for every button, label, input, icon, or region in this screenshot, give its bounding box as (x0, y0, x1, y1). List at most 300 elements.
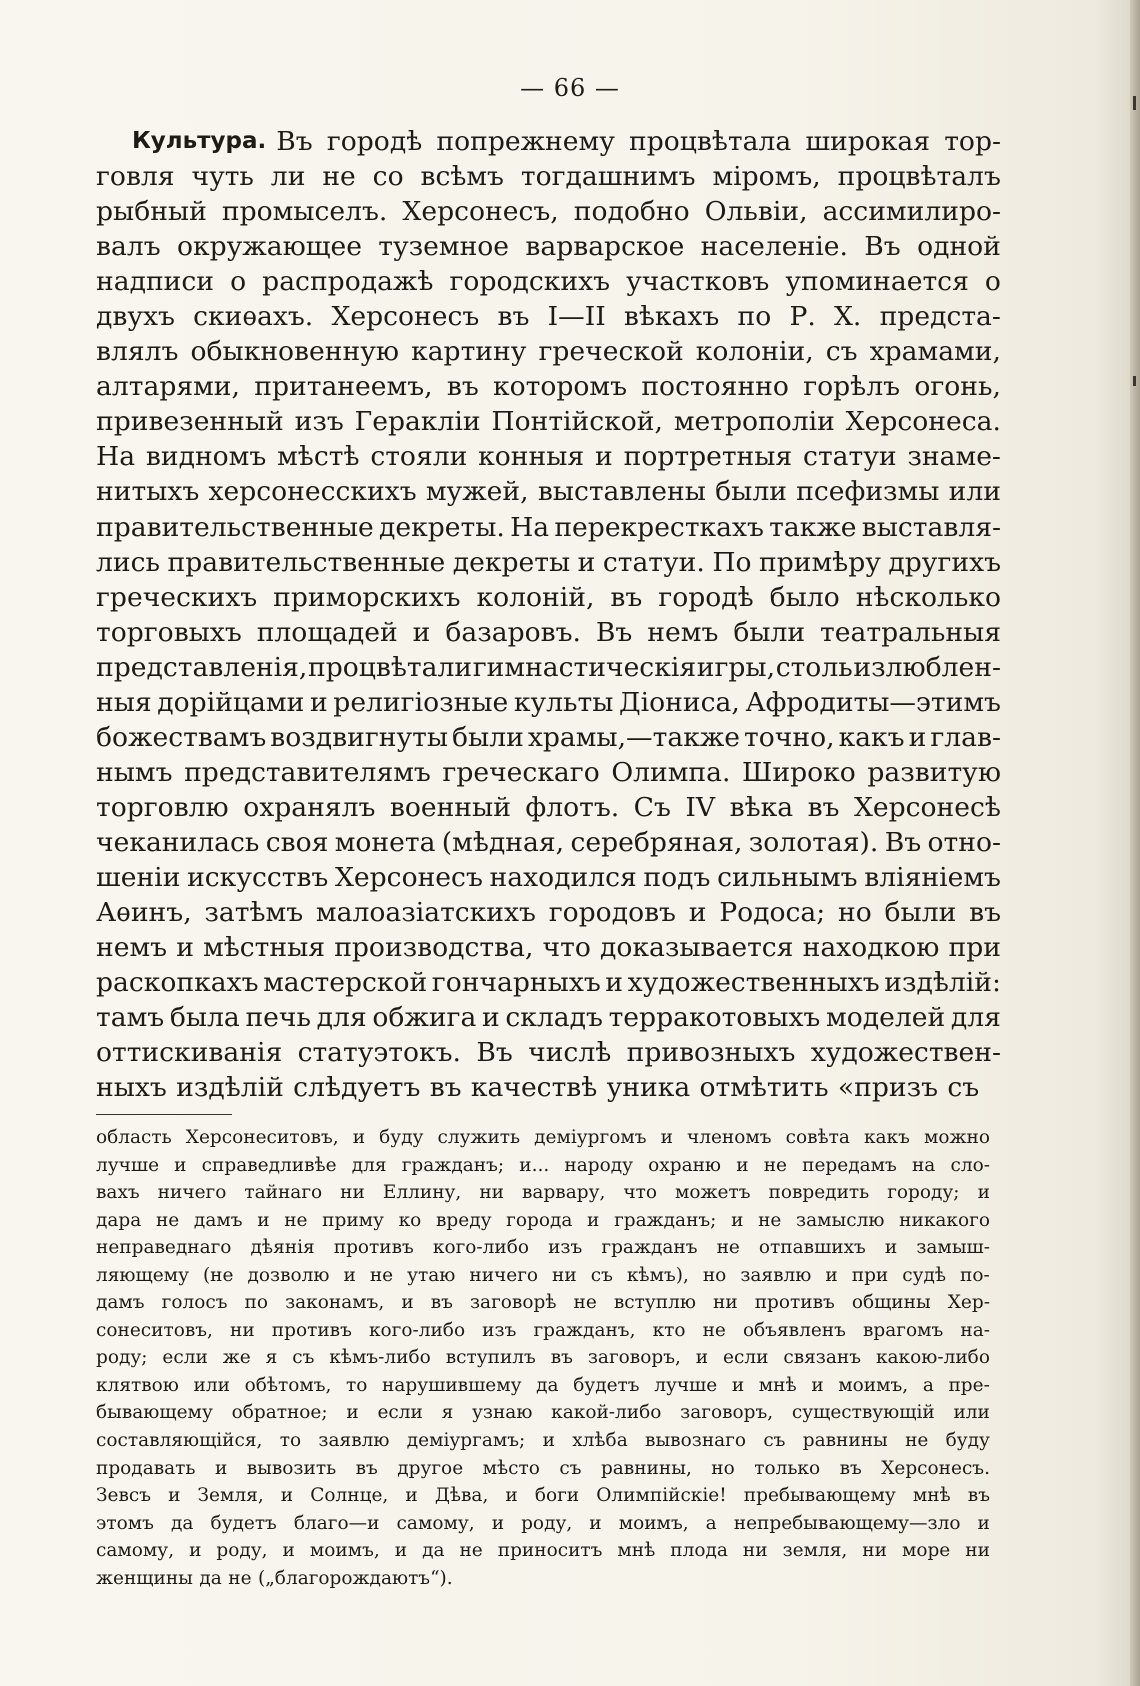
word: Аѳинъ, (96, 897, 192, 929)
word: что (542, 932, 591, 964)
word: и (491, 1512, 505, 1534)
footnote-line (96, 1455, 990, 1483)
page-number: — 66 — (520, 74, 620, 102)
word: Олимпа. (611, 756, 731, 788)
word: вахъ (96, 1182, 140, 1204)
word: городу; (887, 1182, 960, 1204)
word: и (282, 1540, 295, 1562)
word: и (189, 1540, 202, 1562)
word: никакого (899, 1209, 990, 1231)
word: художествен- (810, 1037, 1001, 1069)
word: узнаю (471, 1402, 533, 1424)
word: плода (670, 1540, 728, 1562)
word: издѣлій: (884, 967, 1001, 999)
word: какъ (838, 721, 905, 753)
word: не (905, 1430, 929, 1452)
footnote-line (96, 1427, 990, 1455)
word: а (922, 1374, 934, 1396)
word: ассимилиро- (822, 196, 1001, 228)
word: площадей (256, 616, 398, 648)
word: конныя (478, 441, 585, 473)
word: не (284, 1209, 308, 1231)
word: въ (429, 1072, 462, 1104)
word: видномъ (145, 441, 267, 473)
word: пре- (948, 1374, 990, 1396)
word: роду, (216, 1540, 268, 1562)
word: портретныя (623, 441, 793, 473)
word: торговыхъ (96, 616, 242, 648)
word: на (911, 1154, 936, 1176)
word: и (343, 1264, 356, 1286)
word: и (884, 1237, 898, 1259)
word: приму (322, 1209, 384, 1231)
word: воздвигнуты (270, 721, 449, 753)
word: чуть (191, 161, 254, 193)
word: тайнаго (244, 1182, 323, 1204)
word: повредить (768, 1182, 870, 1204)
word: Родоса; (719, 897, 826, 929)
word: ни (965, 1540, 990, 1562)
word: другихъ (888, 546, 1001, 578)
word: Въ (276, 126, 313, 157)
word: городѣ (658, 581, 754, 613)
word: самому, (96, 1540, 175, 1562)
word: будетъ (573, 1374, 640, 1396)
word: и (736, 1154, 749, 1176)
word: торговлю (96, 791, 229, 823)
word: вступилъ (445, 1347, 536, 1369)
word: попрежнему (436, 126, 615, 157)
word: судѣ (902, 1264, 947, 1286)
word: составляющійся, (96, 1430, 263, 1452)
word: кто (652, 1319, 686, 1341)
word: дара (96, 1209, 142, 1231)
word: съ (947, 1072, 980, 1104)
main-line (96, 580, 1001, 615)
word: съ (825, 336, 858, 368)
word: я (265, 1347, 278, 1369)
word: изъ (482, 1319, 517, 1341)
word: законамъ, (285, 1292, 385, 1314)
word: гражданъ; (401, 1154, 505, 1176)
word: вступлю (613, 1292, 696, 1314)
word: для (351, 1154, 387, 1176)
word: колоній, (476, 581, 595, 613)
word: обжига (372, 1002, 477, 1034)
word: были (715, 476, 787, 508)
word: мнѣ (758, 1374, 797, 1396)
word: широкая (805, 126, 931, 157)
word: если (377, 1402, 423, 1424)
main-line (96, 650, 1001, 685)
word: ни (742, 1540, 768, 1562)
word: нарушившему (382, 1374, 522, 1396)
word: статуэтокъ. (297, 1037, 461, 1069)
word: не (573, 1292, 597, 1314)
word: кѣмъ), (626, 1264, 689, 1286)
main-line (96, 124, 1001, 159)
word: качествѣ (470, 1072, 598, 1104)
word: Съ (633, 791, 671, 823)
word: да (170, 1512, 194, 1534)
word: можетъ (674, 1182, 751, 1204)
word: охранялъ (243, 791, 376, 823)
main-line (96, 159, 1001, 194)
word: бывающему (96, 1402, 213, 1424)
word: справедливѣе (201, 1154, 337, 1176)
word: городскихъ (449, 266, 611, 298)
word: и (505, 1485, 518, 1507)
word: и (280, 1485, 294, 1507)
word: Понтійской, (491, 406, 663, 438)
word: надписи (96, 266, 215, 298)
word: и (542, 1430, 555, 1452)
word: ко (398, 1209, 422, 1231)
word: были (884, 897, 957, 929)
main-line (96, 685, 1001, 720)
main-text (96, 124, 1001, 1105)
word: какою-либо (875, 1347, 990, 1369)
main-line (96, 264, 1001, 299)
word: Геракліи (354, 406, 481, 438)
word: процвѣталъ (837, 161, 1001, 193)
word: Дѣва, (434, 1485, 489, 1507)
word: тогдашнимъ (520, 161, 696, 193)
word: статуи. (602, 546, 705, 578)
word: да (422, 1540, 445, 1562)
word: по- (960, 1264, 990, 1286)
word: раскопкахъ (96, 967, 259, 999)
word: немъ (96, 932, 168, 964)
word: огонь, (914, 371, 1001, 403)
word: скиѳахъ. (193, 301, 314, 333)
main-line (96, 334, 1001, 369)
word: художественныхъ (627, 967, 880, 999)
word: въ (839, 1457, 862, 1479)
word: храмы,—также (527, 721, 741, 753)
main-line (96, 1070, 1001, 1105)
word: участковъ (626, 266, 770, 298)
word: совѣта (785, 1127, 850, 1148)
word: Земля, (197, 1485, 264, 1507)
word: въ (610, 581, 643, 613)
word: влялъ (96, 336, 179, 368)
word: и (811, 1374, 824, 1396)
section-heading: Культура. (132, 128, 267, 154)
word: Херсонеса. (845, 406, 1001, 438)
word: лучше (96, 1154, 160, 1176)
word: горѣлъ (803, 371, 901, 403)
word: мастерской (263, 967, 428, 999)
word: военный (389, 791, 511, 823)
word: и (977, 1182, 990, 1204)
word: деміургамъ; (406, 1430, 526, 1452)
word: лучше (654, 1374, 718, 1396)
word: и (346, 1402, 359, 1424)
word: (не (202, 1264, 234, 1286)
word: гимнастическія (472, 651, 697, 683)
word: Широко (742, 756, 856, 788)
word: распродажѣ (262, 266, 434, 298)
page-edge (1130, 0, 1140, 1686)
word: если (723, 1347, 769, 1369)
word: «призъ (837, 1072, 939, 1104)
word: псефизмы (796, 476, 940, 508)
word: правительственные (96, 511, 374, 543)
word: окружающее (176, 231, 362, 263)
word: ни (713, 1292, 738, 1314)
word: ни (479, 1182, 504, 1204)
word: Ольвіи, (704, 196, 808, 228)
word: но (711, 1457, 735, 1479)
word: херсонесскихъ (208, 476, 417, 508)
word: съ (590, 1264, 613, 1286)
main-line (96, 790, 1001, 825)
word: На (510, 511, 550, 543)
word: флотъ. (525, 791, 620, 823)
word: то (279, 1430, 302, 1452)
word: можно (923, 1127, 990, 1148)
main-line (96, 194, 1001, 229)
word: находился (489, 861, 637, 893)
footnote-line (96, 1179, 990, 1207)
word: заявлю (740, 1264, 812, 1286)
word: роду; (96, 1347, 148, 1369)
word: въ (355, 1457, 378, 1479)
word: то (346, 1374, 368, 1396)
footnote-line (96, 1482, 990, 1510)
word: На (96, 441, 136, 473)
word: ли (270, 161, 306, 193)
word: ни (340, 1182, 365, 1204)
word: Еллину, (382, 1182, 462, 1204)
word: или (953, 1402, 990, 1424)
word: по (244, 1292, 269, 1314)
word: и (352, 1127, 366, 1148)
word: было (769, 581, 840, 613)
word: этомъ (96, 1512, 154, 1534)
word: изъ (294, 406, 344, 438)
word: базаровъ. (445, 616, 581, 648)
main-line (96, 299, 1001, 334)
main-line (96, 860, 1001, 895)
word: голосъ (161, 1292, 228, 1314)
word: ныя (96, 686, 152, 718)
word: охраню (648, 1154, 722, 1176)
word: мѣстныя (203, 932, 326, 964)
word: сонеситовъ, (96, 1319, 213, 1341)
word: представленія, (96, 651, 308, 683)
word: непребывающему—зло (733, 1512, 961, 1534)
word: Въ (884, 826, 922, 858)
word: вывознаго (645, 1430, 747, 1452)
word: шеніи (96, 861, 181, 893)
word: для (316, 1002, 367, 1034)
word: ни (552, 1264, 577, 1286)
word: женщины (96, 1567, 193, 1589)
main-line (96, 545, 1001, 580)
word: и (214, 1457, 228, 1479)
word: другое (397, 1457, 464, 1479)
word: дорійцами (157, 686, 305, 718)
word: не (322, 161, 356, 193)
word: дозволю (247, 1264, 330, 1286)
word: говля (96, 161, 175, 193)
word: подъ (643, 861, 711, 893)
word: замыслю (796, 1209, 885, 1231)
word: приморскихъ (273, 581, 461, 613)
word: издѣлій (176, 1072, 284, 1104)
main-line (96, 965, 1001, 1000)
word: на- (960, 1319, 990, 1341)
word: какъ (863, 1127, 910, 1148)
footnote-line (96, 1234, 990, 1262)
word: народу (564, 1154, 633, 1176)
word: и (660, 1127, 673, 1148)
word: деміургомъ (534, 1127, 647, 1148)
word: въ (446, 371, 479, 403)
word: Херсонесъ (331, 301, 480, 333)
word: и (176, 932, 194, 964)
word: да (536, 1374, 559, 1396)
word: была (169, 1002, 240, 1034)
word: серебряная, (570, 826, 743, 858)
word: вліяніемъ (864, 861, 1001, 893)
word: Діониса, (619, 686, 740, 718)
word: точно, (744, 721, 835, 753)
word: по (737, 301, 772, 333)
word: только (754, 1457, 821, 1479)
word: развитую (867, 756, 1001, 788)
word: нымъ (96, 756, 173, 788)
word: существующій (791, 1402, 935, 1424)
word: промыселъ. (221, 196, 388, 228)
word: столь (775, 651, 853, 683)
word: театральныя (820, 616, 1001, 648)
word: и (589, 1512, 602, 1534)
word: при (851, 1264, 889, 1286)
word: боги (534, 1485, 580, 1507)
word: для (950, 1002, 1001, 1034)
word: членомъ (686, 1127, 772, 1148)
word: при (948, 932, 1001, 964)
word: въ (497, 301, 530, 333)
word: городѣ (326, 126, 423, 157)
word: буду (379, 1127, 424, 1148)
word: доказывается (599, 932, 794, 964)
word: мужей, (425, 476, 529, 508)
word: моделей (826, 1002, 946, 1034)
word: ляющему (96, 1264, 189, 1286)
word: которомъ (493, 371, 628, 403)
word: греческой (538, 336, 684, 368)
word: числѣ (528, 1037, 612, 1069)
word: связанъ (783, 1347, 862, 1369)
word: монета (334, 826, 436, 858)
footnote-line (96, 1344, 990, 1372)
word: и (977, 1512, 990, 1534)
word: а (705, 1512, 717, 1534)
word: въ (430, 1292, 453, 1314)
word: моимъ, (838, 1374, 909, 1396)
word: и (731, 1209, 744, 1231)
word: и (731, 1374, 745, 1396)
word: печь (245, 1002, 311, 1034)
word: Афродиты—этимъ (745, 686, 1001, 718)
word: находкою (802, 932, 940, 964)
word: постоянно (641, 371, 789, 403)
word: гражданъ (601, 1237, 698, 1259)
word: равнины, (600, 1457, 692, 1479)
footnote-line (96, 1262, 990, 1290)
word: пребывающему (743, 1485, 896, 1507)
word: были (733, 616, 806, 648)
word: моимъ, (309, 1540, 380, 1562)
word: городовъ (548, 897, 676, 929)
footnote (96, 1124, 990, 1592)
word: не (155, 1209, 180, 1231)
word: IV (685, 791, 716, 823)
word: кого-либо (432, 1237, 530, 1259)
word: врагомъ (863, 1319, 944, 1341)
word: греческаго (442, 756, 600, 788)
main-line (96, 1000, 1001, 1035)
main-line (96, 930, 1001, 965)
main-line (96, 720, 1001, 755)
footnote-line (96, 1289, 990, 1317)
word: общины (851, 1292, 931, 1314)
word: складъ (505, 1002, 603, 1034)
word: ничего (469, 1264, 539, 1286)
word: заговорѣ (469, 1292, 557, 1314)
footnote-line (96, 1372, 990, 1400)
word: (мѣдная, (441, 826, 565, 858)
word: валъ (96, 231, 161, 263)
word: о (230, 266, 247, 298)
word: съ (559, 1457, 582, 1479)
word: нитыхъ (96, 476, 200, 508)
word: Херсонесъ. (881, 1457, 990, 1479)
word: въ (550, 1347, 573, 1369)
word: и (394, 1540, 408, 1562)
word: не (716, 1237, 740, 1259)
word: варварское (525, 231, 685, 263)
word: выставлены (537, 476, 706, 508)
word: Херсонесъ (334, 861, 483, 893)
word: предста- (879, 301, 1001, 333)
word: противъ (333, 1237, 414, 1259)
word: колоніи, (695, 336, 814, 368)
word: продавать (96, 1457, 196, 1479)
word: о (984, 266, 1001, 298)
main-line (96, 1035, 1001, 1070)
word: привезенный (96, 406, 284, 438)
word: и... (519, 1154, 550, 1176)
footnote-line (96, 1510, 990, 1538)
word: ни (230, 1319, 255, 1341)
word: немъ (647, 616, 719, 648)
word: слѣдуетъ (293, 1072, 421, 1104)
word: гражданъ; (614, 1209, 717, 1231)
word: и (587, 1209, 600, 1231)
word: и (481, 1002, 500, 1034)
word: заявлю (318, 1430, 390, 1452)
word: какой-либо (551, 1402, 662, 1424)
word: и (577, 546, 596, 578)
word: туземное (378, 231, 510, 263)
word: если (162, 1347, 208, 1369)
word: лись (96, 546, 160, 578)
